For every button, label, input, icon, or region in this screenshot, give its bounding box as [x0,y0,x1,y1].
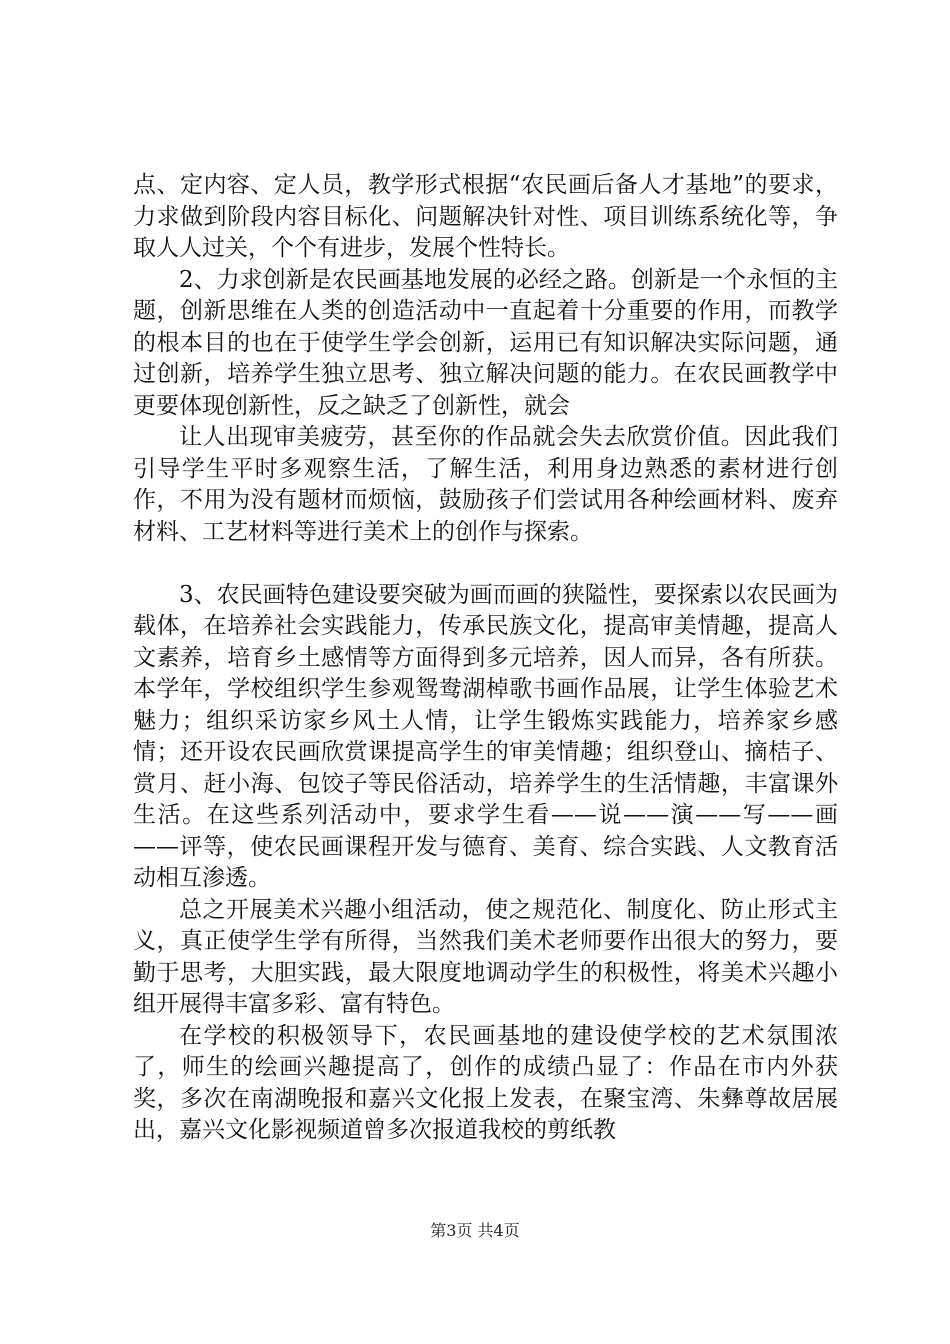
paragraph-achievements: 在学校的积极领导下，农民画基地的建设使学校的艺术氛围浓了，师生的绘画兴趣提高了，创作的成绩凸显了：作品在市内外获奖，多次在南湖晚报和嘉兴文化报上发表，在聚宝湾、朱彝尊故居展出，嘉兴文化影视频道曾多次报道我校的剪纸教 [133,1022,838,1143]
paragraph-summary: 总之开展美术兴趣小组活动，使之规范化、制度化、防止形式主义，真正使学生学有所得，当然我们美术老师要作出很大的努力，要勤于思考，大胆实践，最大限度地调动学生的积极性，将美术兴趣小组开展得丰富多彩、富有特色。 [133,896,838,1017]
page-number-footer: 第3页 共4页 [430,1221,520,1240]
paragraph-innovation: 2、力求创新是农民画基地发展的必经之路。创新是一个永恒的主题，创新思维在人类的创造活动中一直起着十分重要的作用，而教学的根本目的也在于使学生学会创新，运用已有知识解决实际问题，通过创新，培养学生独立思考、独立解决问题的能力。在农民画教学中更要体现创新性，反之缺乏了创新性，就会 [133,266,838,419]
paragraph-gap [133,548,838,580]
paragraph-continuation: 点、定内容、定人员，教学形式根据“农民画后备人才基地”的要求，力求做到阶段内容目标化、问题解决针对性、项目训练系统化等，争取人人过关，个个有进步，发展个性特长。 [133,172,838,261]
paragraph-characteristic-building: 3、农民画特色建设要突破为画而画的狭隘性，要探索以农民画为载体，在培养社会实践能力，传承民族文化，提高审美情趣，提高人文素养，培育乡土感情等方面得到多元培养，因人而异，各有所获。本学年，学校组织学生参观鸳鸯湖棹歌书画作品展，让学生体验艺术魅力；组织采访家乡风土人情，让学生锻炼实践能力，培养家乡感情；还开设农民画欣赏课提高学生的审美情趣；组织登山、摘桔子、赏月、赶小海、包饺子等民俗活动，培养学生的生活情趣，丰富课外生活。在这些系列活动中，要求学生看——说——演——写——画——评等，使农民画课程开发与德育、美育、综合实践、人文教育活动相互渗透。 [133,581,838,891]
paragraph-aesthetic-fatigue: 让人出现审美疲劳，甚至你的作品就会失去欣赏价值。因此我们引导学生平时多观察生活，了解生活，利用身边熟悉的素材进行创作，不用为没有题材而烦恼，鼓励孩子们尝试用各种绘画材料、废弃材料、工艺材料等进行美术上的创作与探索。 [133,424,838,545]
body-text [133,170,838,1147]
